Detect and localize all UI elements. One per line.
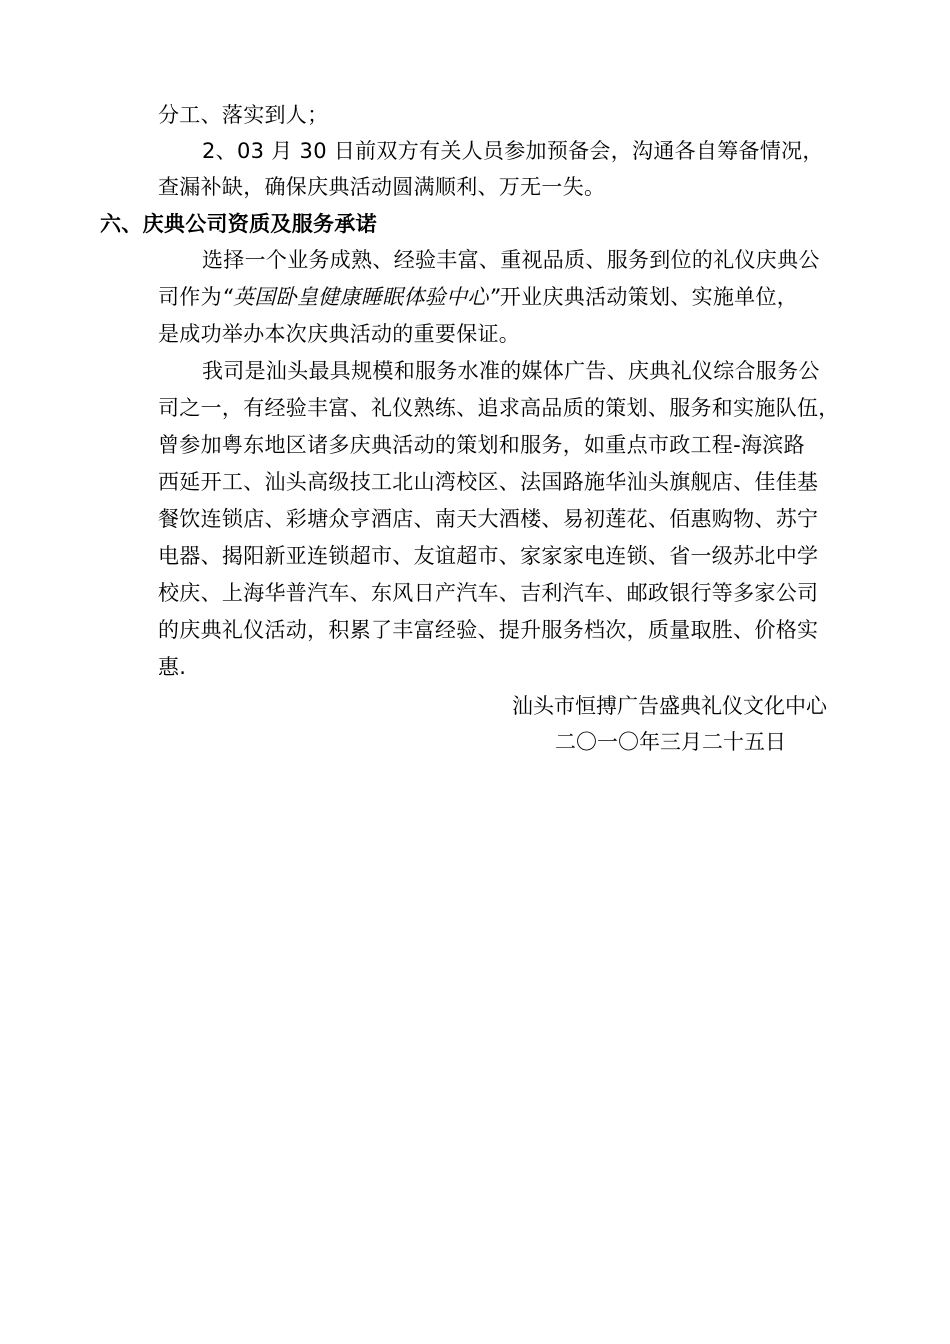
- paragraph-line: 电器、揭阳新亚连锁超市、友谊超市、家家家电连锁、省一级苏北中学: [158, 544, 819, 568]
- signature-date: 二〇一〇年三月二十五日: [555, 731, 786, 754]
- paragraph-line: 司之一，有经验丰富、礼仪熟练、追求高品质的策划、服务和实施队伍，: [158, 396, 840, 420]
- paragraph-line: 餐饮连锁店、彩塘众亨酒店、南天大酒楼、易初莲花、佰惠购物、苏宁: [158, 507, 819, 531]
- paragraph-line: 查漏补缺，确保庆典活动圆满顺利、万无一失。: [158, 175, 606, 199]
- line-suffix: 开业庆典活动策划、实施单位，: [499, 285, 799, 309]
- paragraph-line: 西延开工、汕头高级技工北山湾校区、法国路施华汕头旗舰店、佳佳基: [158, 470, 819, 494]
- paragraph-line: 惠.: [158, 655, 187, 679]
- quoted-venue-name: “英国卧皇健康睡眠体验中心”: [221, 285, 500, 309]
- paragraph-line: 分工、落实到人；: [158, 103, 329, 127]
- section-heading: 六、庆典公司资质及服务承诺: [100, 213, 377, 236]
- paragraph-line: 选择一个业务成熟、经验丰富、重视品质、服务到位的礼仪庆典公: [202, 248, 820, 272]
- signature-company: 汕头市恒搏广告盛典礼仪文化中心: [512, 695, 827, 718]
- paragraph-line: 的庆典礼仪活动，积累了丰富经验、提升服务档次，质量取胜、价格实: [158, 618, 819, 642]
- paragraph-line: 2、03 月 30 日前双方有关人员参加预备会，沟通各自筹备情况，: [202, 139, 824, 163]
- line-prefix: 司作为: [158, 285, 222, 309]
- paragraph-line: 曾参加粤东地区诸多庆典活动的策划和服务，如重点市政工程-海滨路: [158, 433, 805, 457]
- paragraph-line: 校庆、上海华普汽车、东风日产汽车、吉利汽车、邮政银行等多家公司: [158, 581, 819, 605]
- paragraph-line: [158, 279, 858, 316]
- paragraph-line: 我司是汕头最具规模和服务水准的媒体广告、庆典礼仪综合服务公: [202, 359, 820, 383]
- paragraph-line: 是成功举办本次庆典活动的重要保证。: [158, 322, 521, 346]
